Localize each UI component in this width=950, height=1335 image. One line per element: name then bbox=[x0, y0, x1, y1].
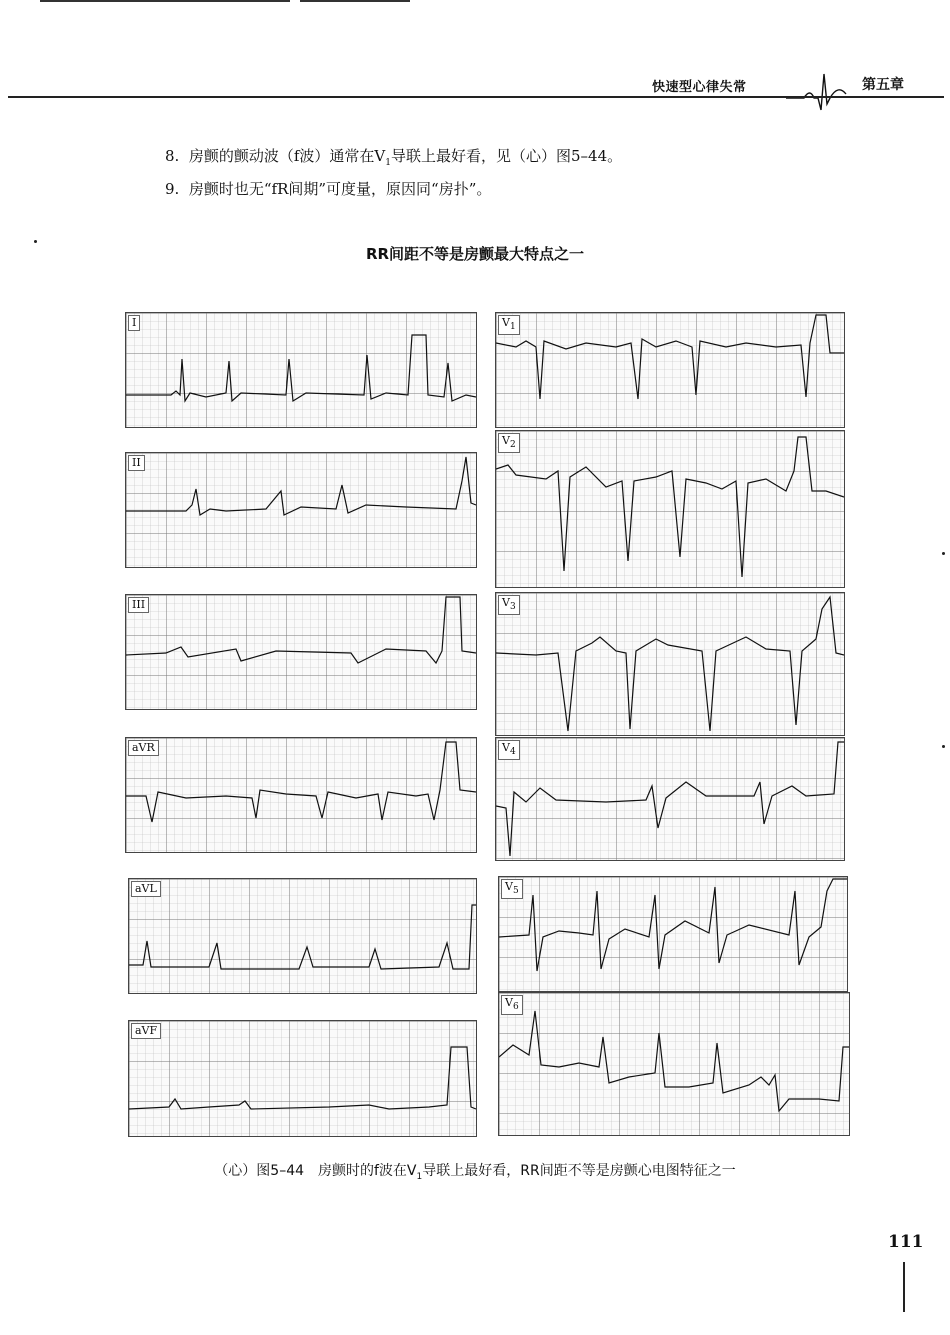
lead-letter: V bbox=[502, 316, 510, 329]
lead-label: aVL bbox=[131, 881, 161, 897]
ecg-trace-lead-V6 bbox=[499, 993, 849, 1135]
lead-label bbox=[501, 879, 523, 899]
figure-heading: RR间距不等是房颤最大特点之一 bbox=[365, 245, 585, 263]
ecg-trace-lead-aVF bbox=[129, 1021, 476, 1136]
paragraph-subscript: 1 bbox=[385, 158, 391, 168]
caption-text: （心）图5–44 房颤时的f波在V bbox=[214, 1163, 417, 1179]
lead-label bbox=[498, 315, 520, 335]
ecg-trace-lead-V3 bbox=[496, 593, 844, 735]
lead-label: aVR bbox=[128, 740, 159, 756]
caption-text-tail: 导联上最好看，RR间距不等是房颤心电图特征之一 bbox=[422, 1163, 736, 1179]
ecg-trace-lead-aVR bbox=[126, 738, 476, 852]
lead-letter: V bbox=[502, 434, 510, 447]
ecg-strip-lead-V4 bbox=[495, 737, 845, 861]
lead-letter: V bbox=[505, 880, 513, 893]
lead-label: I bbox=[128, 315, 140, 331]
lead-label bbox=[498, 595, 520, 615]
paragraph-number: 9. bbox=[165, 180, 180, 198]
lead-letter: V bbox=[502, 741, 510, 754]
header-chapter-title: 快速型心律失常 bbox=[652, 80, 747, 95]
lead-subscript: 4 bbox=[509, 747, 516, 758]
ecg-strip-lead-aVL bbox=[128, 878, 477, 994]
lead-letter: V bbox=[505, 996, 513, 1009]
ecg-trace-lead-V2 bbox=[496, 431, 844, 587]
lead-subscript: 2 bbox=[509, 440, 516, 451]
ecg-trace-lead-V1 bbox=[496, 313, 844, 427]
lead-subscript: 1 bbox=[509, 322, 516, 333]
ecg-logo-icon bbox=[786, 70, 850, 114]
ecg-trace-lead-I bbox=[126, 313, 476, 427]
caption-subscript: 1 bbox=[416, 1171, 423, 1182]
paragraph-text-tail: 导联上最好看，见（心）图5–44。 bbox=[390, 147, 623, 165]
scan-speck bbox=[942, 552, 945, 555]
lead-subscript: 3 bbox=[509, 602, 516, 613]
scan-speck bbox=[942, 745, 945, 748]
scan-artifact-line bbox=[40, 0, 290, 2]
lead-label bbox=[501, 995, 523, 1015]
ecg-strip-lead-aVR bbox=[125, 737, 477, 853]
ecg-trace-lead-V4 bbox=[496, 738, 844, 860]
page-number: 111 bbox=[888, 1232, 924, 1252]
header-rule bbox=[8, 96, 944, 98]
ecg-strip-lead-V3 bbox=[495, 592, 845, 736]
ecg-strip-lead-V6 bbox=[498, 992, 850, 1136]
ecg-strip-lead-V2 bbox=[495, 430, 845, 588]
header-chapter-number: 第五章 bbox=[862, 77, 904, 93]
page-edge-bar bbox=[903, 1262, 905, 1312]
scan-artifact-line bbox=[300, 0, 410, 2]
paragraph-text: 房颤的颤动波（f波）通常在V bbox=[188, 147, 386, 165]
paragraph-text: 房颤时也无“fR间期”可度量，原因同“房扑”。 bbox=[188, 180, 492, 198]
ecg-strip-lead-V5 bbox=[498, 876, 848, 992]
ecg-trace-lead-aVL bbox=[129, 879, 476, 993]
figure-caption bbox=[0, 1160, 950, 1182]
paragraph-8 bbox=[165, 146, 622, 173]
lead-label: II bbox=[128, 455, 145, 471]
lead-label bbox=[498, 433, 520, 453]
ecg-strip-lead-I bbox=[125, 312, 477, 428]
lead-letter: V bbox=[502, 596, 510, 609]
ecg-trace-lead-II bbox=[126, 453, 476, 567]
lead-label bbox=[498, 740, 520, 760]
lead-subscript: 5 bbox=[512, 886, 519, 897]
ecg-strip-lead-V1 bbox=[495, 312, 845, 428]
lead-label: III bbox=[128, 597, 149, 613]
paragraph-number: 8. bbox=[165, 147, 180, 165]
paragraph-9 bbox=[165, 179, 491, 199]
ecg-strip-lead-aVF bbox=[128, 1020, 477, 1137]
lead-label: aVF bbox=[131, 1023, 161, 1039]
ecg-strip-lead-III bbox=[125, 594, 477, 710]
lead-subscript: 6 bbox=[512, 1002, 519, 1013]
ecg-trace-lead-III bbox=[126, 595, 476, 709]
ecg-trace-lead-V5 bbox=[499, 877, 847, 991]
scan-speck bbox=[34, 240, 37, 243]
ecg-strip-lead-II bbox=[125, 452, 477, 568]
